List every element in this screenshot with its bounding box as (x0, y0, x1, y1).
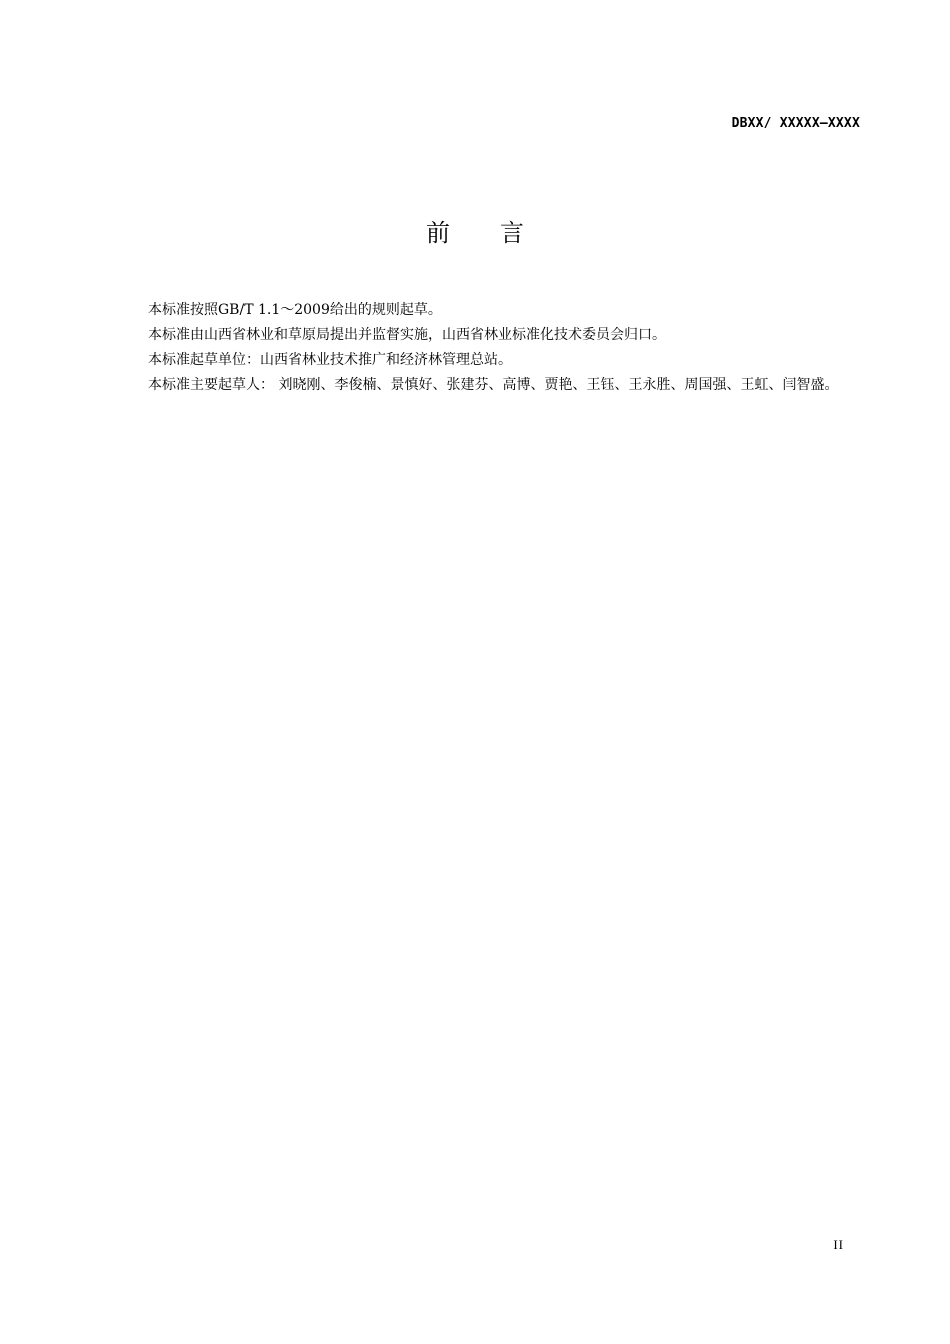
paragraph-drafters: 本标准主要起草人： 刘晓刚、李俊楠、景慎好、张建芬、高博、贾艳、王钰、王永胜、周国强、王虹、闫智盛。 (148, 377, 839, 393)
document-code: DBXX/ XXXXX—XXXX (731, 116, 860, 131)
paragraph-drafting-unit: 本标准起草单位：山西省林业技术推广和经济林管理总站。 (148, 352, 512, 368)
paragraph-proposer: 本标准由山西省林业和草原局提出并监督实施，山西省林业标准化技术委员会归口。 (148, 327, 666, 343)
page-number: II (833, 1237, 844, 1252)
paragraph-drafting-rules: 本标准按照GB/T 1.1～2009给出的规则起草。 (148, 302, 442, 318)
foreword-body (113, 298, 858, 398)
page-title: 前言 (426, 219, 574, 247)
